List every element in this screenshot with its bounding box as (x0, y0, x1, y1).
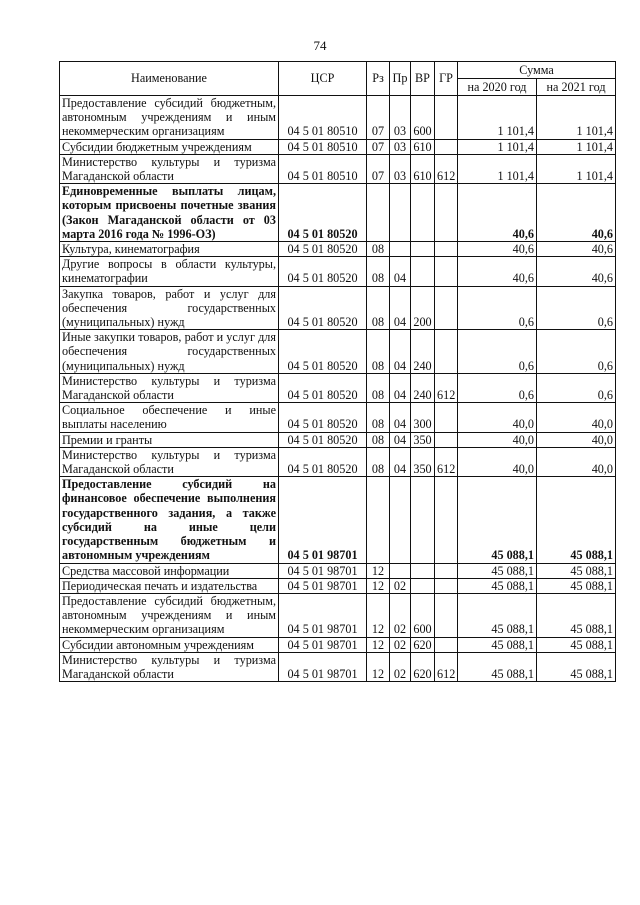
cell-pr: 03 (390, 139, 411, 154)
cell-gr (435, 563, 458, 578)
cell-pr (390, 563, 411, 578)
table-row (60, 286, 616, 330)
cell-rz (367, 477, 390, 563)
cell-pr: 03 (390, 154, 411, 183)
cell-sum-2020: 45 088,1 (458, 593, 537, 637)
cell-vr: 240 (411, 330, 435, 374)
cell-rz: 08 (367, 432, 390, 447)
cell-pr: 03 (390, 96, 411, 140)
cell-sum-2021: 40,0 (537, 403, 616, 432)
cell-sum-2021: 40,6 (537, 257, 616, 286)
table-row (60, 578, 616, 593)
header-pr: Пр (390, 62, 411, 96)
cell-csr: 04 5 01 98701 (279, 563, 367, 578)
table-row (60, 403, 616, 432)
cell-name: Министерство культуры и туризма Магаданской области (60, 652, 279, 681)
cell-sum-2021: 0,6 (537, 286, 616, 330)
cell-sum-2021: 45 088,1 (537, 563, 616, 578)
cell-pr: 04 (390, 286, 411, 330)
cell-name: Культура, кинематография (60, 242, 279, 257)
cell-sum-2021: 0,6 (537, 330, 616, 374)
cell-vr: 600 (411, 96, 435, 140)
cell-gr: 612 (435, 447, 458, 476)
cell-sum-2020: 1 101,4 (458, 154, 537, 183)
cell-rz (367, 184, 390, 242)
table-body (60, 96, 616, 682)
cell-csr: 04 5 01 98701 (279, 578, 367, 593)
cell-sum-2020: 1 101,4 (458, 96, 537, 140)
cell-vr (411, 563, 435, 578)
cell-vr: 350 (411, 447, 435, 476)
cell-gr (435, 637, 458, 652)
cell-vr: 620 (411, 637, 435, 652)
cell-sum-2021: 45 088,1 (537, 652, 616, 681)
cell-sum-2021: 40,0 (537, 447, 616, 476)
cell-rz: 08 (367, 447, 390, 476)
cell-name: Министерство культуры и туризма Магаданской области (60, 154, 279, 183)
cell-name: Периодическая печать и издательства (60, 578, 279, 593)
cell-sum-2020: 45 088,1 (458, 477, 537, 563)
cell-pr (390, 184, 411, 242)
cell-sum-2020: 45 088,1 (458, 652, 537, 681)
cell-name: Социальное обеспечение и иные выплаты населению (60, 403, 279, 432)
cell-csr: 04 5 01 98701 (279, 593, 367, 637)
cell-name: Средства массовой информации (60, 563, 279, 578)
cell-pr: 02 (390, 652, 411, 681)
cell-rz: 08 (367, 330, 390, 374)
cell-gr (435, 330, 458, 374)
header-csr: ЦСР (279, 62, 367, 96)
table-row (60, 563, 616, 578)
cell-sum-2021: 1 101,4 (537, 154, 616, 183)
cell-vr (411, 578, 435, 593)
header-rz: Рз (367, 62, 390, 96)
cell-pr: 02 (390, 593, 411, 637)
cell-gr (435, 286, 458, 330)
cell-pr (390, 477, 411, 563)
header-sum: Сумма (458, 62, 616, 79)
cell-vr: 240 (411, 373, 435, 402)
cell-gr: 612 (435, 373, 458, 402)
cell-sum-2020: 40,6 (458, 257, 537, 286)
cell-sum-2021: 40,0 (537, 432, 616, 447)
cell-sum-2021: 45 088,1 (537, 477, 616, 563)
cell-sum-2020: 45 088,1 (458, 637, 537, 652)
cell-csr: 04 5 01 80510 (279, 96, 367, 140)
cell-gr (435, 184, 458, 242)
cell-csr: 04 5 01 80520 (279, 330, 367, 374)
page-number: 74 (313, 38, 327, 53)
cell-name: Иные закупки товаров, работ и услуг для обеспечения государственных (муниципальных) нужд (60, 330, 279, 374)
budget-table (59, 61, 616, 682)
cell-sum-2020: 0,6 (458, 330, 537, 374)
header-name: Наименование (60, 62, 279, 96)
cell-rz: 08 (367, 286, 390, 330)
cell-sum-2020: 40,0 (458, 432, 537, 447)
cell-sum-2021: 45 088,1 (537, 578, 616, 593)
cell-rz: 12 (367, 652, 390, 681)
cell-pr: 04 (390, 330, 411, 374)
cell-vr (411, 477, 435, 563)
cell-pr: 04 (390, 257, 411, 286)
cell-csr: 04 5 01 80520 (279, 432, 367, 447)
cell-rz: 08 (367, 403, 390, 432)
table-row (60, 96, 616, 140)
header-vr: ВР (411, 62, 435, 96)
cell-sum-2020: 45 088,1 (458, 563, 537, 578)
header-gr: ГР (435, 62, 458, 96)
cell-sum-2021: 1 101,4 (537, 96, 616, 140)
cell-pr: 02 (390, 637, 411, 652)
cell-gr (435, 593, 458, 637)
cell-sum-2021: 40,6 (537, 242, 616, 257)
table-row (60, 477, 616, 563)
cell-csr: 04 5 01 80520 (279, 242, 367, 257)
cell-pr (390, 242, 411, 257)
cell-rz: 12 (367, 593, 390, 637)
cell-vr: 350 (411, 432, 435, 447)
table-row (60, 652, 616, 681)
cell-pr: 04 (390, 373, 411, 402)
cell-pr: 04 (390, 403, 411, 432)
cell-sum-2020: 1 101,4 (458, 139, 537, 154)
cell-vr: 610 (411, 139, 435, 154)
cell-csr: 04 5 01 80520 (279, 373, 367, 402)
cell-gr: 612 (435, 652, 458, 681)
cell-vr: 610 (411, 154, 435, 183)
cell-name: Предоставление субсидий на финансовое обеспечение выполнения государственного задания, а также субсидий на иные цели государственным бюджетным и автономным учреждениям (60, 477, 279, 563)
cell-pr: 04 (390, 432, 411, 447)
cell-rz: 07 (367, 154, 390, 183)
cell-csr: 04 5 01 80510 (279, 154, 367, 183)
cell-sum-2020: 40,6 (458, 242, 537, 257)
table-row (60, 637, 616, 652)
table-row (60, 432, 616, 447)
cell-gr (435, 477, 458, 563)
cell-rz: 12 (367, 637, 390, 652)
cell-vr (411, 257, 435, 286)
table-row (60, 593, 616, 637)
cell-rz: 08 (367, 257, 390, 286)
cell-sum-2020: 40,0 (458, 447, 537, 476)
cell-csr: 04 5 01 98701 (279, 637, 367, 652)
cell-sum-2021: 1 101,4 (537, 139, 616, 154)
cell-gr (435, 242, 458, 257)
cell-name: Министерство культуры и туризма Магаданской области (60, 447, 279, 476)
cell-vr (411, 242, 435, 257)
table-row (60, 139, 616, 154)
cell-csr: 04 5 01 80520 (279, 286, 367, 330)
cell-rz: 07 (367, 139, 390, 154)
table-row (60, 184, 616, 242)
cell-name: Субсидии бюджетным учреждениям (60, 139, 279, 154)
cell-gr (435, 257, 458, 286)
header-year-2020: на 2020 год (458, 79, 537, 96)
cell-csr: 04 5 01 80520 (279, 184, 367, 242)
cell-gr (435, 578, 458, 593)
cell-vr: 200 (411, 286, 435, 330)
cell-name: Предоставление субсидий бюджетным, автономным учреждениям и иным некоммерческим организациям (60, 96, 279, 140)
cell-sum-2021: 45 088,1 (537, 593, 616, 637)
cell-sum-2020: 0,6 (458, 373, 537, 402)
cell-vr: 300 (411, 403, 435, 432)
cell-csr: 04 5 01 80510 (279, 139, 367, 154)
table-row (60, 373, 616, 402)
cell-sum-2021: 0,6 (537, 373, 616, 402)
cell-name: Единовременные выплаты лицам, которым присвоены почетные звания (Закон Магаданской области от 03 марта 2016 года № 1996-ОЗ) (60, 184, 279, 242)
cell-gr: 612 (435, 154, 458, 183)
cell-pr: 02 (390, 578, 411, 593)
cell-name: Другие вопросы в области культуры, кинематографии (60, 257, 279, 286)
cell-sum-2020: 40,6 (458, 184, 537, 242)
cell-sum-2020: 40,0 (458, 403, 537, 432)
table-row (60, 154, 616, 183)
cell-csr: 04 5 01 80520 (279, 257, 367, 286)
table-row (60, 330, 616, 374)
cell-name: Премии и гранты (60, 432, 279, 447)
table-row (60, 242, 616, 257)
cell-name: Закупка товаров, работ и услуг для обеспечения государственных (муниципальных) нужд (60, 286, 279, 330)
cell-gr (435, 432, 458, 447)
cell-rz: 12 (367, 563, 390, 578)
cell-csr: 04 5 01 98701 (279, 477, 367, 563)
cell-sum-2021: 45 088,1 (537, 637, 616, 652)
cell-pr: 04 (390, 447, 411, 476)
cell-rz: 12 (367, 578, 390, 593)
cell-vr (411, 184, 435, 242)
header-year-2021: на 2021 год (537, 79, 616, 96)
cell-rz: 07 (367, 96, 390, 140)
cell-csr: 04 5 01 80520 (279, 447, 367, 476)
cell-gr (435, 139, 458, 154)
cell-rz: 08 (367, 242, 390, 257)
cell-name: Субсидии автономным учреждениям (60, 637, 279, 652)
table-row (60, 447, 616, 476)
cell-vr: 620 (411, 652, 435, 681)
table-row (60, 257, 616, 286)
cell-name: Предоставление субсидий бюджетным, автономным учреждениям и иным некоммерческим организациям (60, 593, 279, 637)
cell-sum-2020: 0,6 (458, 286, 537, 330)
cell-csr: 04 5 01 98701 (279, 652, 367, 681)
cell-rz: 08 (367, 373, 390, 402)
cell-gr (435, 96, 458, 140)
cell-name: Министерство культуры и туризма Магаданской области (60, 373, 279, 402)
cell-sum-2021: 40,6 (537, 184, 616, 242)
cell-vr: 600 (411, 593, 435, 637)
cell-sum-2020: 45 088,1 (458, 578, 537, 593)
cell-gr (435, 403, 458, 432)
cell-csr: 04 5 01 80520 (279, 403, 367, 432)
